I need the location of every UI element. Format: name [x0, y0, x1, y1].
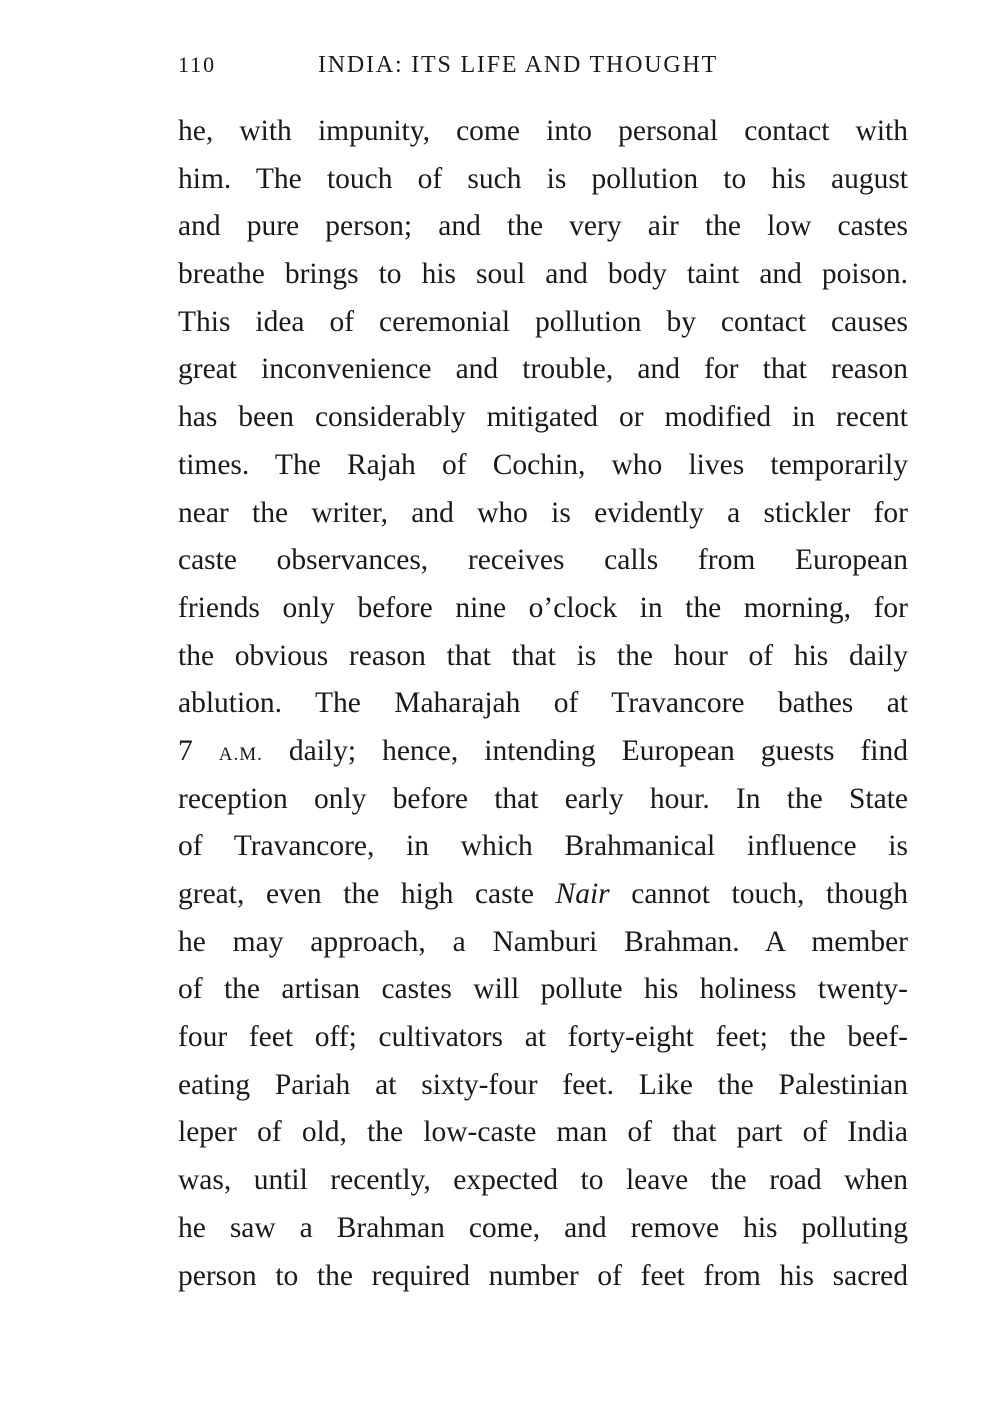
text-line: of the artisan castes will pollute his holiness twenty- — [178, 973, 908, 1006]
text-line: great inconvenience and trouble, and for that reason — [178, 353, 908, 386]
smallcaps-abbreviation: A.M. — [218, 743, 263, 765]
text-segment: daily; hence, intending European guests find — [262, 734, 908, 767]
text-line: has been considerably mitigated or modified in recent — [178, 401, 908, 434]
running-head — [178, 52, 908, 86]
text-line: the obvious reason that that is the hour of his daily — [178, 639, 908, 672]
text-line: times. The Rajah of Cochin, who lives temporarily — [178, 448, 908, 481]
text-line: four feet off; cultivators at forty-eight feet; the beef- — [178, 1021, 908, 1054]
page-number: 110 — [178, 52, 217, 77]
text-line: he, with impunity, come into personal contact with — [178, 115, 908, 147]
text-line: ablution. The Maharajah of Travancore bathes at — [178, 687, 908, 720]
text-line: caste observances, receives calls from European — [178, 544, 908, 577]
text-segment: 7 — [178, 734, 219, 767]
text-line: he saw a Brahman come, and remove his polluting — [178, 1211, 908, 1244]
running-title: INDIA: ITS LIFE AND THOUGHT — [318, 52, 719, 78]
text-line: eating Pariah at sixty-four feet. Like the Palestinian — [178, 1068, 908, 1101]
body-text — [178, 108, 908, 1300]
text-line — [178, 871, 908, 919]
text-line: leper of old, the low-caste man of that part of India — [178, 1116, 908, 1149]
text-line: person to the required number of feet from his sacred — [178, 1259, 908, 1292]
text-line: reception only before that early hour. In the State — [178, 782, 908, 815]
text-line — [178, 728, 908, 776]
text-line: was, until recently, expected to leave the road when — [178, 1164, 908, 1197]
text-segment: great, even the high caste — [178, 878, 556, 910]
text-line: breathe brings to his soul and body taint and poison. — [178, 258, 908, 291]
text-line: friends only before nine o’clock in the morning, for — [178, 591, 908, 624]
text-segment: cannot touch, though — [609, 878, 908, 910]
text-line: of Travancore, in which Brahmanical influence is — [178, 830, 908, 863]
text-line: he may approach, a Namburi Brahman. A member — [178, 925, 908, 958]
text-line: near the writer, and who is evidently a stickler for — [178, 496, 908, 529]
text-line: him. The touch of such is pollution to his august — [178, 162, 908, 195]
text-line: This idea of ceremonial pollution by contact causes — [178, 305, 908, 338]
italic-term: Nair — [555, 878, 610, 910]
text-line: and pure person; and the very air the low castes — [178, 210, 908, 243]
